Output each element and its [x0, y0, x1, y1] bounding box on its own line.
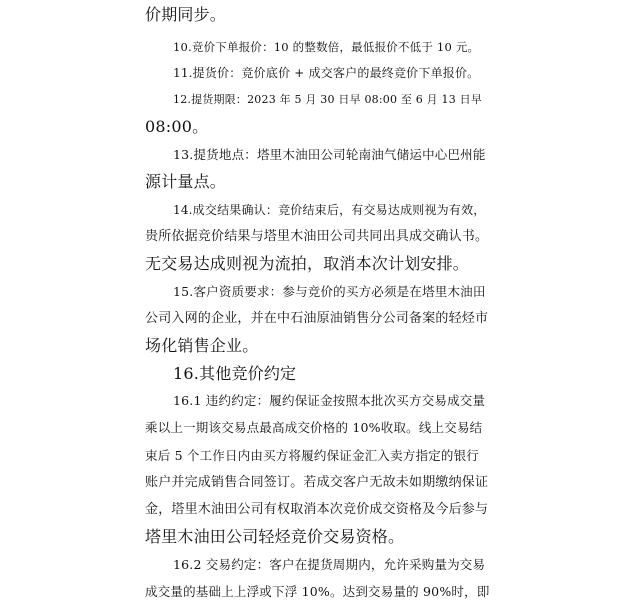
text-line: 13.提货地点：塔里木油田公司轮南油气储运中心巴州能 [173, 147, 486, 162]
text-line: 源计量点。 [145, 172, 227, 191]
text-line: 10.竞价下单报价：10 的整数倍，最低报价不低于 10 元。 [173, 40, 480, 54]
text-line: 11.提货价：竞价底价 + 成交客户的最终竞价下单报价。 [173, 66, 480, 80]
text-line: 束后 5 个工作日内由买方将履约保证金汇入卖方指定的银行 [145, 448, 480, 463]
text-line: 16.1 违约约定：履约保证金按照本批次买方交易成交量 [173, 393, 486, 408]
text-line: 场化销售企业。 [145, 336, 259, 355]
text-line: 乘以上一期该交易点最高成交价格的 10%收取。线上交易结 [145, 420, 483, 435]
text-line: 塔里木油田公司轻烃竞价交易资格。 [145, 527, 405, 546]
text-line: 成交量的基础上上浮或下浮 10%。达到交易量的 90%时，即 [145, 584, 490, 599]
text-line: 无交易达成则视为流拍，取消本次计划安排。 [145, 254, 470, 273]
section-heading: 16.其他竞价约定 [173, 364, 297, 383]
text-line: 贵所依据竞价结果与塔里木油田公司共同出具成交确认书。 [145, 229, 489, 244]
text-line: 价期同步。 [145, 5, 227, 24]
text-line: 公司入网的企业，并在中石油原油销售分公司备案的轻烃市 [145, 311, 489, 326]
text-line: 14.成交结果确认：竞价结束后，有交易达成则视为有效， [173, 203, 486, 217]
text-line: 08:00。 [145, 117, 209, 136]
text-line: 账户并完成销售合同签订。若成交客户无故未如期缴纳保证 [145, 475, 489, 490]
text-line: 15.客户资质要求：参与竞价的买方必须是在塔里木油田 [173, 284, 486, 299]
text-line: 金，塔里木油田公司有权取消本次竞价成交资格及今后参与 [145, 502, 489, 517]
text-line: 12.提货期限：2023 年 5 月 30 日早 08:00 至 6 月 13 日早 [173, 93, 483, 106]
text-line: 16.2 交易约定：客户在提货周期内，允许采购量为交易 [173, 557, 486, 572]
